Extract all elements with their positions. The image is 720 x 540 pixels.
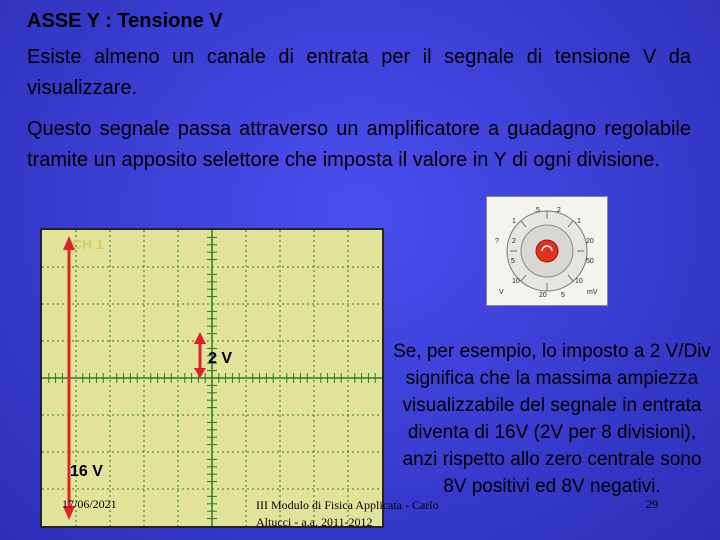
knob-scale-label: mV [587, 289, 598, 296]
oscilloscope-screen [40, 228, 384, 528]
paragraph-amplifier: Questo segnale passa attraverso un amplificatore a guadagno regolabile tramite un apposito selettore che imposta il valore in Y di ogni divisione. [27, 118, 691, 171]
oscilloscope-grid [42, 230, 382, 526]
selector-knob-icon [487, 197, 607, 305]
volts-div-selector-image [486, 196, 608, 306]
arrow-2v [194, 332, 206, 378]
example-note: Se, per esempio, lo imposto a 2 V/Div significa che la massima ampiezza visualizzabile del segnale in entrata diventa di 16V (2V per 8 divisioni), anzi rispetto allo zero centrale sono 8V positivi ed 8V negativi. [393, 341, 711, 497]
knob-scale-label: .2 [555, 207, 561, 214]
knob-scale-label: 1 [512, 218, 516, 225]
knob-scale-label: .1 [575, 218, 581, 225]
channel-label: CH 1 [72, 236, 104, 252]
knob-scale-label: 50 [586, 258, 594, 265]
label-2v: 2 V [208, 350, 233, 367]
slide-title: ASSE Y : Tensione V [27, 10, 223, 32]
page-number: 29 [646, 497, 658, 511]
label-16v: 16 V [70, 463, 103, 480]
knob-scale-label: 20 [539, 292, 547, 299]
knob-scale-label: ? [495, 238, 499, 245]
paragraph-channel: Esiste almeno un canale di entrata per il segnale di tensione V da visualizzare. [27, 46, 691, 99]
knob-scale-label: 5 [511, 258, 515, 265]
knob-scale-label: 10 [575, 278, 583, 285]
knob-scale-label: 5 [561, 292, 565, 299]
knob-scale-label: 2 [512, 238, 516, 245]
knob-scale-label: 20 [586, 238, 594, 245]
knob-scale-label: V [499, 289, 504, 296]
knob-scale-label: 10 [512, 278, 520, 285]
knob-scale-label: .5 [534, 207, 540, 214]
footer-date: 17/06/2021 [62, 497, 117, 511]
footer-course: III Modulo di Fisica Applicata - Carlo Altucci - a.a. 2011-2012 [256, 498, 439, 529]
